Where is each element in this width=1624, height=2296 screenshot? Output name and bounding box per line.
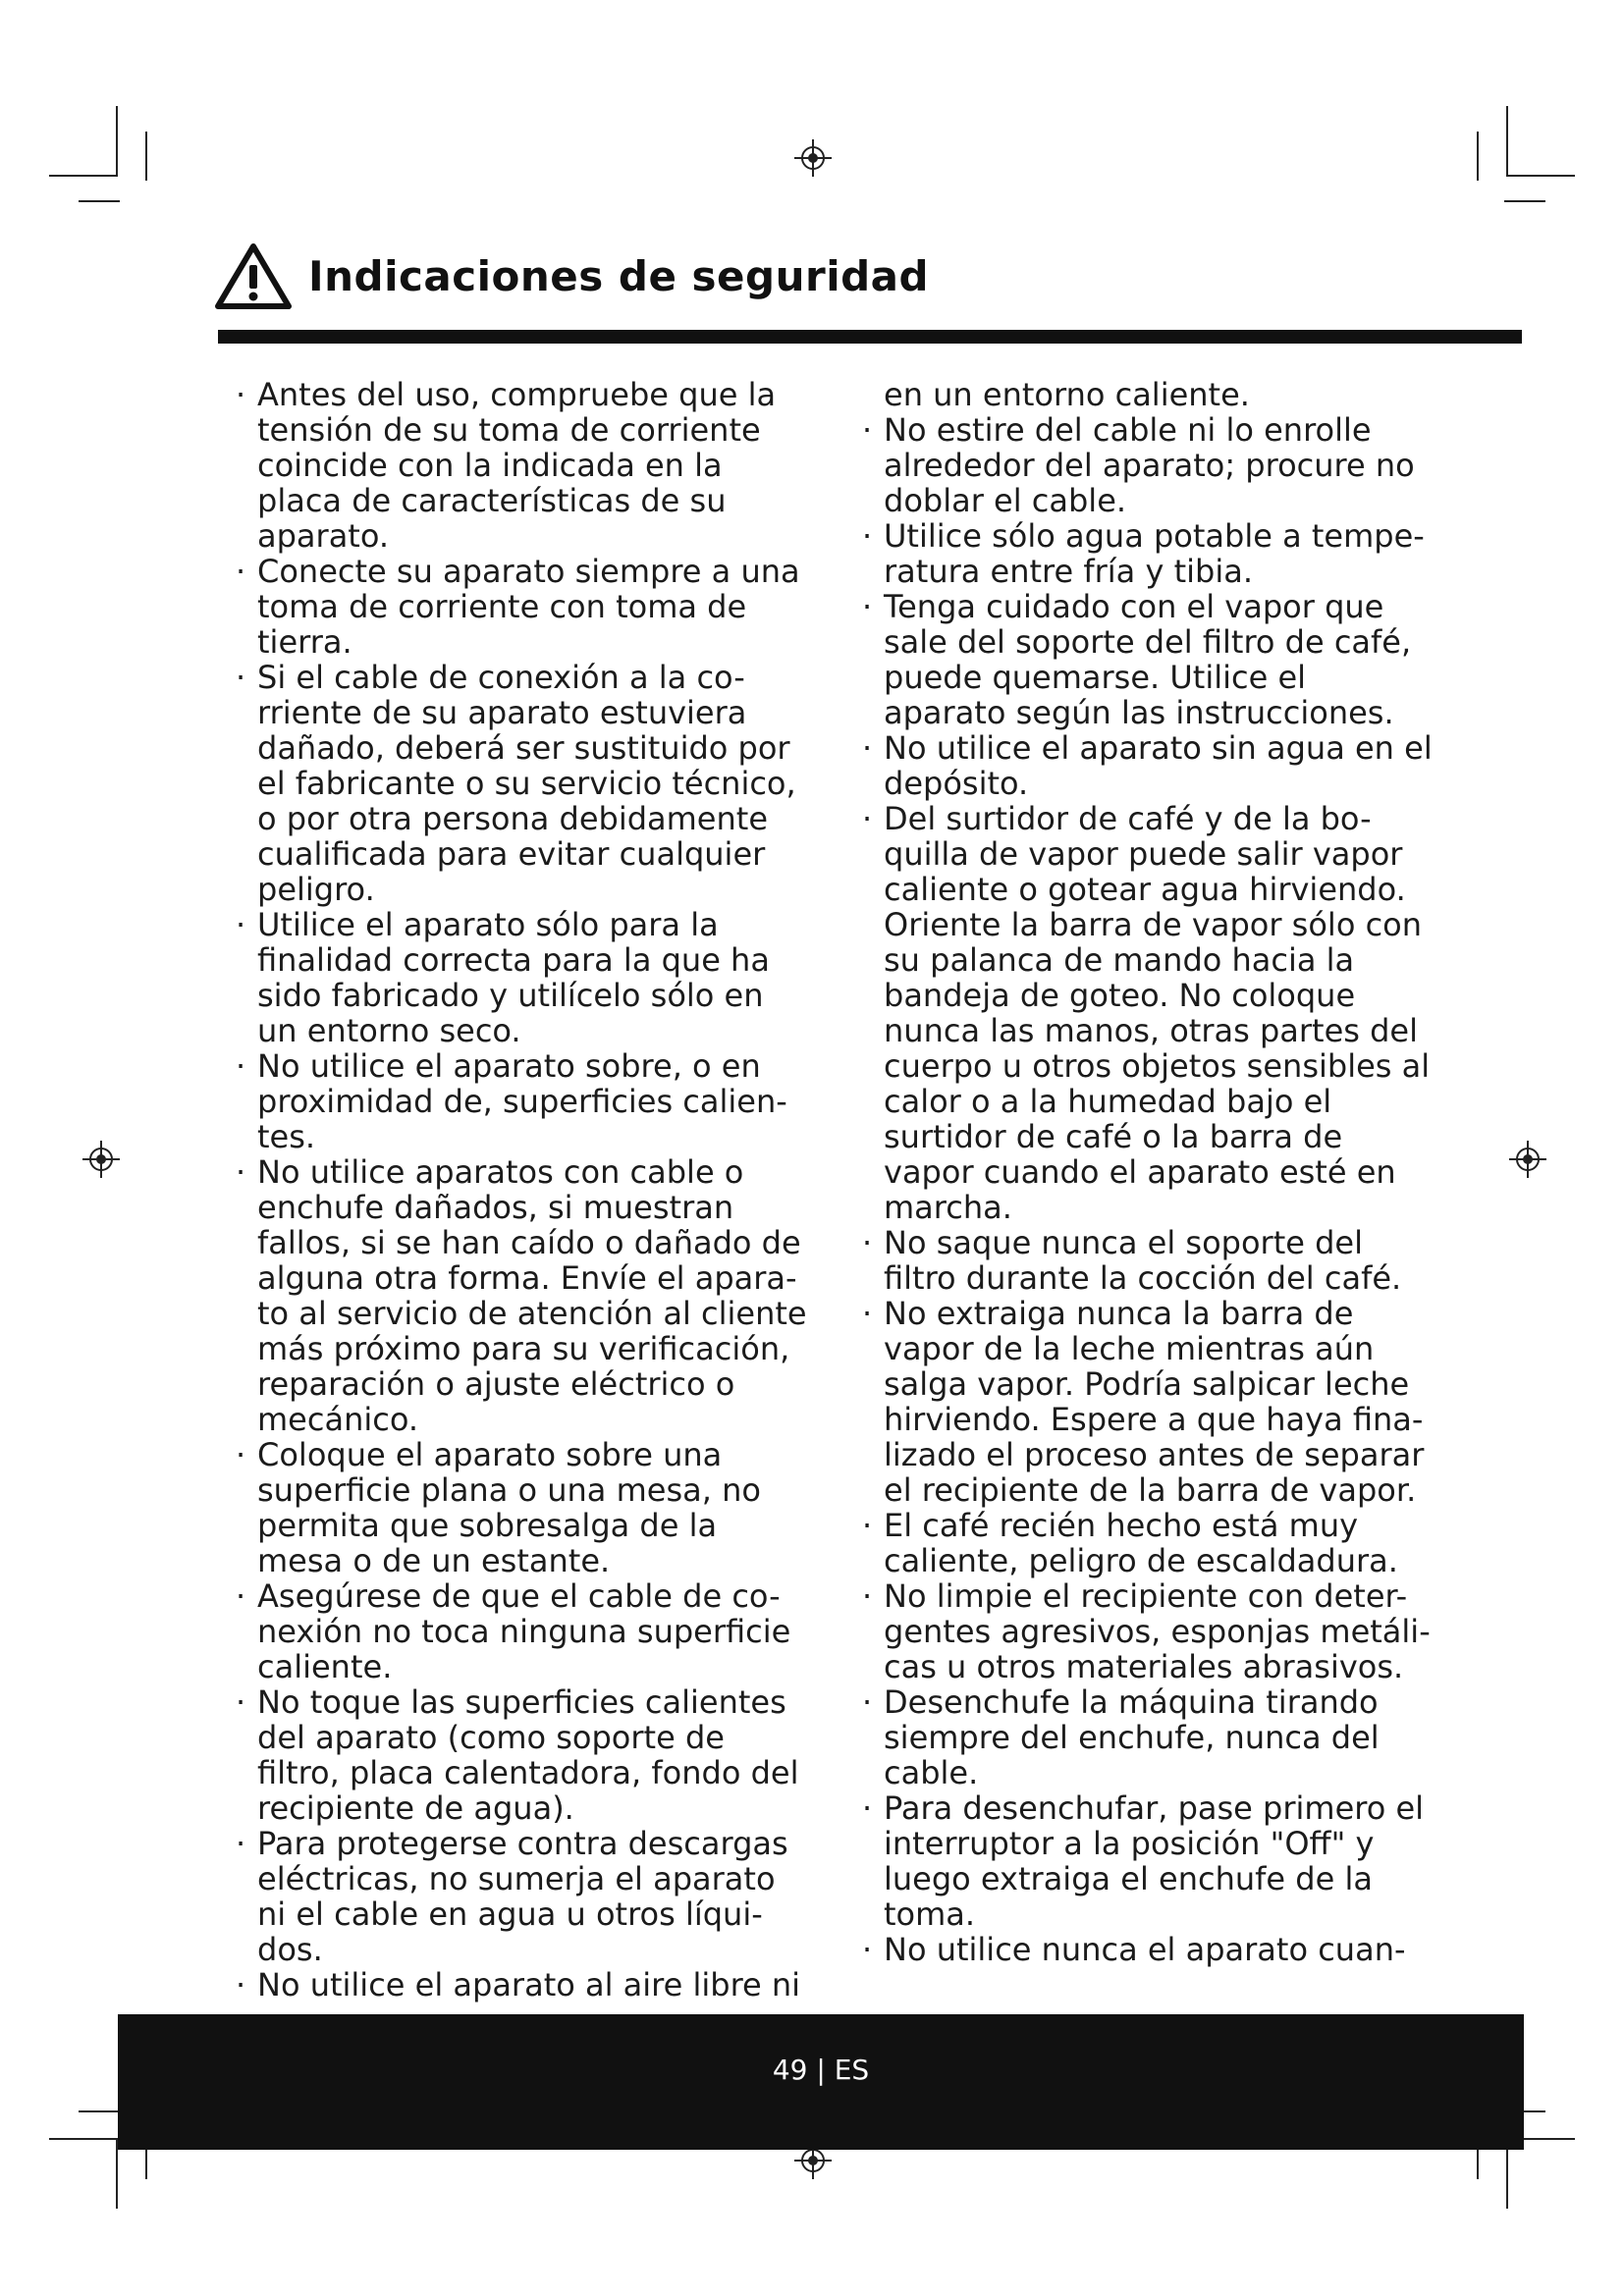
crop-mark bbox=[79, 200, 120, 202]
safety-item: · No utilice nunca el aparato cuan- bbox=[858, 1932, 1437, 1967]
safety-item: · Utilice el aparato sólo para la finalidad correcta para la que ha sido fabricado y utilícelo sólo en un entorno seco. bbox=[232, 907, 811, 1048]
safety-item: · Desenchufe la máquina tirando siempre del enchufe, nunca del cable. bbox=[858, 1684, 1437, 1790]
safety-item: · Coloque el aparato sobre una superficie plana o una mesa, no permita que sobresalga de la mesa o de un estante. bbox=[232, 1437, 811, 1578]
safety-item: · Para protegerse contra descargas eléctricas, no sumerja el aparato ni el cable en agua u otros líqui-dos. bbox=[232, 1826, 811, 1967]
safety-item: · Utilice sólo agua potable a tempe-ratura entre fría y tibia. bbox=[858, 518, 1437, 589]
safety-item: · Si el cable de conexión a la co-rriente de su aparato estuviera dañado, deberá ser sustituido por el fabricante o su servicio técnico, o por otra persona debidamente cualificada para evitar cualquier peligro. bbox=[232, 660, 811, 907]
safety-item: · No utilice el aparato sobre, o en proximidad de, superficies calien-tes. bbox=[232, 1048, 811, 1154]
safety-item: · Conecte su aparato siempre a una toma de corriente con toma de tierra. bbox=[232, 554, 811, 660]
crop-mark bbox=[1504, 200, 1545, 202]
safety-item-continued: en un entorno caliente. bbox=[884, 376, 1250, 413]
crop-mark bbox=[1508, 175, 1575, 177]
safety-item: · No toque las superficies calientes del aparato (como soporte de filtro, placa calentadora, fondo del recipiente de agua). bbox=[232, 1684, 811, 1826]
safety-item: · Para desenchufar, pase primero el interruptor a la posición "Off" y luego extraiga el enchufe de la toma. bbox=[858, 1790, 1437, 1932]
page-footer bbox=[118, 2014, 1524, 2150]
crop-mark bbox=[79, 2110, 120, 2112]
right-column bbox=[858, 377, 1437, 1967]
safety-item: · Antes del uso, compruebe que la tensión de su toma de corriente coincide con la indicada en la placa de características de su aparato. bbox=[232, 377, 811, 554]
registration-mark-icon bbox=[82, 1141, 120, 1178]
crop-mark bbox=[49, 2138, 116, 2140]
safety-item: · No extraiga nunca la barra de vapor de la leche mientras aún salga vapor. Podría salpicar leche hirviendo. Espere a que haya fina-lizado el proceso antes de separar el recipiente de la barra de vapor. bbox=[858, 1296, 1437, 1508]
page-number: 49 | ES bbox=[772, 2054, 870, 2086]
safety-item: · Asegúrese de que el cable de co-nexión no toca ninguna superficie caliente. bbox=[232, 1578, 811, 1684]
safety-item: · No utilice el aparato sin agua en el depósito. bbox=[858, 730, 1437, 801]
safety-item: · No estire del cable ni lo enrolle alrededor del aparato; procure no doblar el cable. bbox=[858, 412, 1437, 518]
safety-item: · El café recién hecho está muy caliente, peligro de escaldadura. bbox=[858, 1508, 1437, 1578]
safety-item: · Tenga cuidado con el vapor que sale del soporte del filtro de café, puede quemarse. Utilice el aparato según las instrucciones. bbox=[858, 589, 1437, 730]
crop-mark bbox=[1477, 132, 1479, 181]
safety-item: · No utilice el aparato al aire libre ni bbox=[232, 1967, 811, 2002]
safety-item: · Del surtidor de café y de la bo-quilla de vapor puede salir vapor caliente o gotear agua hirviendo. Oriente la barra de vapor sólo con su palanca de mando hacia la bandeja de goteo. No coloque nunca las manos, otras partes del cuerpo u otros objetos sensibles al calor o a la humedad bajo el surtidor de café o la barra de vapor cuando el aparato esté en marcha. bbox=[858, 801, 1437, 1225]
safety-item: · No utilice aparatos con cable o enchufe dañados, si muestran fallos, si se han caído o dañado de alguna otra forma. Envíe el apara-to al servicio de atención al cliente más próximo para su verificación, reparación o ajuste eléctrico o mecánico. bbox=[232, 1154, 811, 1437]
page-title: Indicaciones de seguridad bbox=[308, 251, 930, 300]
safety-item: · No limpie el recipiente con deter-gentes agresivos, esponjas metáli-cas u otros materiales abrasivos. bbox=[858, 1578, 1437, 1684]
warning-icon bbox=[214, 241, 293, 310]
crop-mark bbox=[145, 132, 147, 181]
crop-mark bbox=[1506, 106, 1508, 177]
section-header bbox=[214, 241, 929, 310]
crop-mark bbox=[49, 175, 116, 177]
safety-item: · No saque nunca el soporte del filtro durante la cocción del café. bbox=[858, 1225, 1437, 1296]
crop-mark bbox=[116, 106, 118, 177]
left-column bbox=[232, 377, 811, 2002]
registration-mark-icon bbox=[794, 139, 832, 177]
header-rule bbox=[218, 330, 1522, 344]
registration-mark-icon bbox=[1509, 1141, 1546, 1178]
